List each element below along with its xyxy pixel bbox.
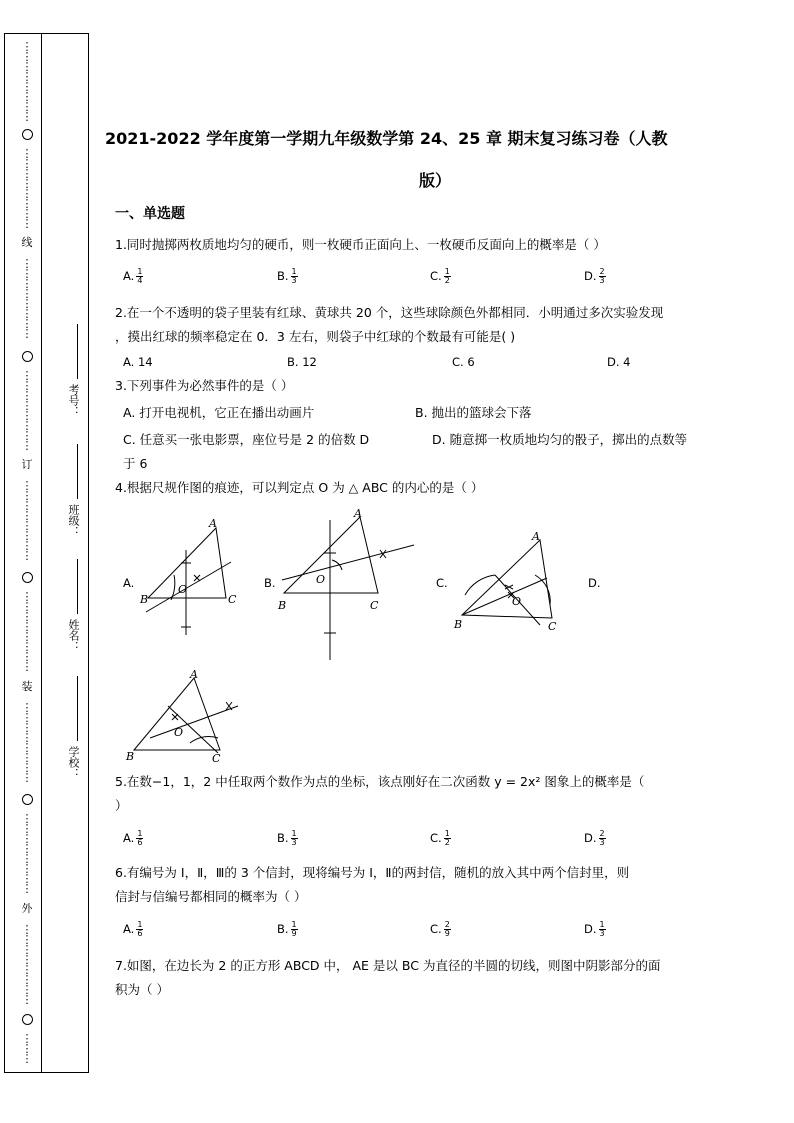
- binding-dots: ⋮ ⋮ ⋮ ⋮ ⋮ ⋮ ⋮ ⋮: [21, 590, 33, 673]
- svg-text:O: O: [316, 573, 326, 586]
- binding-char-xian: 线: [21, 236, 33, 249]
- svg-text:C: C: [212, 752, 221, 765]
- q4-figure-b: [272, 505, 420, 665]
- binding-margin: [4, 33, 89, 1073]
- question-2-stem-1: 2.在一个不透明的袋子里装有红球、黄球共 20 个，这些球除颜色外都相同．小明通过多次实验发现: [115, 305, 664, 320]
- field-line: [77, 559, 78, 614]
- binding-char-wai: 外: [21, 902, 33, 915]
- q4-option-c[interactable]: C.: [436, 576, 448, 590]
- q6-option-d[interactable]: D. $\frac{1}{3}$: [584, 920, 605, 938]
- q4-option-d[interactable]: D.: [588, 576, 601, 590]
- binding-divider: [41, 34, 42, 1072]
- q2-option-d[interactable]: D. 4: [607, 355, 631, 369]
- binding-circle: [22, 351, 33, 362]
- field-name[interactable]: [65, 619, 87, 655]
- binding-char-zhuang: 装: [21, 680, 33, 693]
- q4-figure-c: [450, 530, 570, 635]
- q3-option-a[interactable]: A. 打开电视机，它正在播出动画片: [123, 405, 315, 420]
- q1-option-a[interactable]: A. $\frac{1}{4}$: [123, 267, 143, 285]
- q5-option-a[interactable]: A. $\frac{1}{6}$: [123, 829, 143, 847]
- q1-option-b[interactable]: B. $\frac{1}{3}$: [277, 267, 297, 285]
- q3-option-c[interactable]: C. 任意买一张电影票，座位号是 2 的倍数 D: [123, 432, 370, 447]
- q3-option-d[interactable]: D. 随意掷一枚质地均匀的骰子，掷出的点数等: [432, 432, 688, 447]
- q2-option-a[interactable]: A. 14: [123, 355, 153, 369]
- title-line-1: 2021-2022 学年度第一学期九年级数学第 24、25 章 期末复习练习卷（人教: [105, 129, 668, 148]
- q4-figure-d: [120, 668, 245, 766]
- svg-text:O: O: [178, 583, 188, 596]
- field-label: 姓名：: [67, 619, 80, 652]
- q1-option-d[interactable]: D. $\frac{2}{3}$: [584, 267, 605, 285]
- field-exam-number[interactable]: [65, 384, 87, 420]
- question-3-stem: 3.下列事件为必然事件的是（ ）: [115, 378, 294, 393]
- svg-text:C: C: [228, 593, 237, 606]
- question-6-stem-2: 信封与信编号都相同的概率为（ ）: [115, 889, 307, 904]
- field-label: 学校：: [67, 746, 80, 779]
- q3-option-b[interactable]: B. 抛出的篮球会下落: [415, 405, 532, 420]
- binding-circle: [22, 572, 33, 583]
- binding-dots: ⋮ ⋮ ⋮ ⋮ ⋮ ⋮ ⋮ ⋮: [21, 701, 33, 784]
- q2-option-c[interactable]: C. 6: [452, 355, 475, 369]
- page-title: [105, 118, 735, 202]
- q4-option-a[interactable]: A.: [123, 576, 135, 590]
- svg-text:B: B: [278, 599, 287, 612]
- q6-option-c[interactable]: C. $\frac{2}{9}$: [430, 920, 450, 938]
- binding-dots: ⋮ ⋮ ⋮ ⋮ ⋮ ⋮ ⋮ ⋮: [21, 923, 33, 1006]
- q6-option-b[interactable]: B. $\frac{1}{9}$: [277, 920, 297, 938]
- question-5-stem-1: 5.在数−1，1，2 中任取两个数作为点的坐标，该点刚好在二次函数 y = 2x² 图象上的概率是（: [115, 774, 645, 789]
- section-heading: 一、单选题: [115, 206, 185, 222]
- field-line: [77, 676, 78, 741]
- binding-dots: ⋮ ⋮ ⋮ ⋮ ⋮ ⋮ ⋮ ⋮: [21, 369, 33, 452]
- q6-option-a[interactable]: A. $\frac{1}{6}$: [123, 920, 143, 938]
- title-line-2: 版）: [418, 171, 451, 190]
- binding-circle: [22, 1014, 33, 1025]
- q4-figure-a: [136, 515, 246, 645]
- question-7-stem-2: 积为（ ）: [115, 982, 169, 997]
- binding-dots: ⋮ ⋮ ⋮ ⋮ ⋮ ⋮ ⋮ ⋮: [21, 257, 33, 340]
- field-label: 考号：: [67, 384, 80, 417]
- question-6-stem-1: 6.有编号为 Ⅰ，Ⅱ，Ⅲ的 3 个信封，现将编号为 Ⅰ，Ⅱ的两封信，随机的放入其中两个信封里，则: [115, 865, 630, 880]
- binding-circle: [22, 129, 33, 140]
- field-school[interactable]: [65, 746, 87, 782]
- binding-char-ding: 订: [21, 458, 33, 471]
- svg-text:A: A: [354, 507, 362, 520]
- svg-text:O: O: [512, 595, 522, 608]
- q5-option-c[interactable]: C. $\frac{1}{2}$: [430, 829, 450, 847]
- question-7-stem-1: 7.如图，在边长为 2 的正方形 ABCD 中， AE 是以 BC 为直径的半圆的切线，则图中阴影部分的面: [115, 958, 661, 973]
- field-line: [77, 444, 78, 499]
- svg-text:A: A: [532, 530, 540, 543]
- field-class[interactable]: [65, 504, 87, 540]
- question-4-stem: 4.根据尺规作图的痕迹，可以判定点 O 为 △ ABC 的内心的是（ ）: [115, 480, 484, 495]
- q1-option-c[interactable]: C. $\frac{1}{2}$: [430, 267, 450, 285]
- svg-text:C: C: [548, 620, 557, 633]
- svg-text:A: A: [209, 517, 217, 530]
- q5-option-b[interactable]: B. $\frac{1}{3}$: [277, 829, 297, 847]
- svg-text:B: B: [126, 750, 135, 763]
- question-1-stem: 1.同时抛掷两枚质地均匀的硬币，则一枚硬币正面向上、一枚硬币反面向上的概率是（ ）: [115, 237, 606, 252]
- q4-option-b[interactable]: B.: [264, 576, 276, 590]
- binding-dots: ⋮ ⋮ ⋮ ⋮ ⋮ ⋮ ⋮ ⋮: [21, 479, 33, 562]
- field-label: 班级：: [67, 504, 80, 537]
- svg-text:O: O: [174, 726, 184, 739]
- question-5-stem-2: ）: [115, 798, 128, 813]
- svg-text:B: B: [140, 593, 149, 606]
- binding-dots: ⋮ ⋮ ⋮: [21, 1032, 33, 1065]
- q5-option-d[interactable]: D. $\frac{2}{3}$: [584, 829, 605, 847]
- field-line: [77, 324, 78, 379]
- q3-option-d-cont: 于 6: [123, 456, 148, 471]
- binding-dots: ⋮ ⋮ ⋮ ⋮ ⋮ ⋮ ⋮ ⋮: [21, 147, 33, 230]
- q2-option-b[interactable]: B. 12: [287, 355, 317, 369]
- svg-text:B: B: [454, 618, 463, 631]
- binding-dots: ⋮ ⋮ ⋮ ⋮ ⋮ ⋮ ⋮ ⋮: [21, 812, 33, 895]
- binding-circle: [22, 794, 33, 805]
- svg-text:C: C: [370, 599, 379, 612]
- binding-dots: ⋮ ⋮ ⋮ ⋮ ⋮ ⋮ ⋮ ⋮: [21, 40, 33, 123]
- svg-text:A: A: [190, 668, 198, 681]
- question-2-stem-2: ，摸出红球的频率稳定在 0．3 左右，则袋子中红球的个数最有可能是( ): [115, 329, 516, 344]
